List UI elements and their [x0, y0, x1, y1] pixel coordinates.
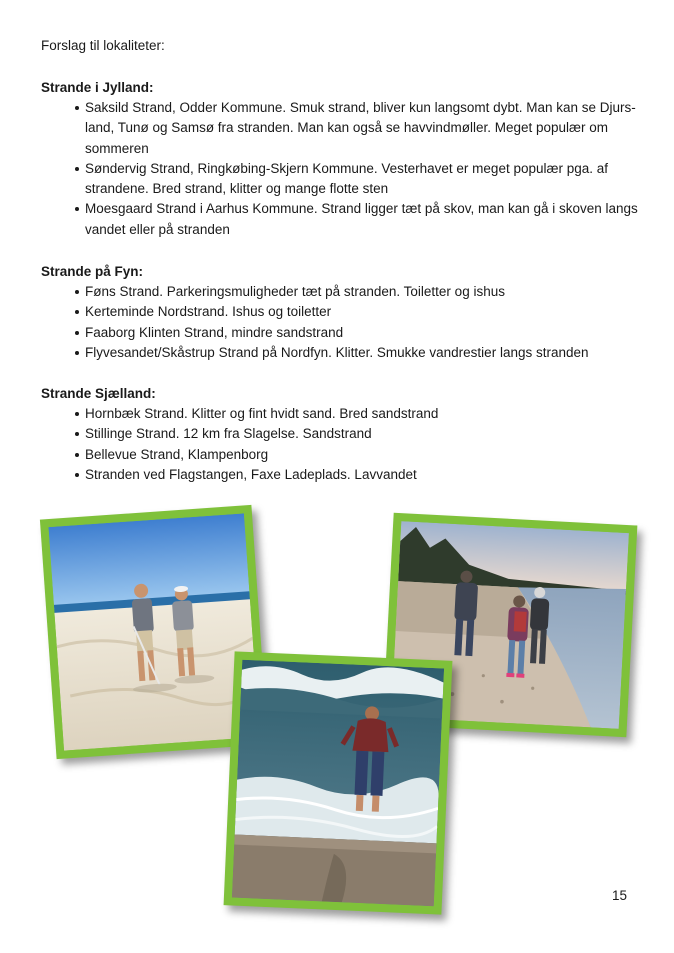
- list-item: Bellevue Strand, Klampenborg: [58, 445, 638, 465]
- list-item: Flyvesandet/Skåstrup Strand på Nordfyn. Klitter. Smukke vandrestier langs stranden: [58, 343, 638, 363]
- wading-image: [232, 660, 444, 907]
- page-number: 15: [612, 888, 628, 903]
- list-item: Kerteminde Nordstrand. Ishus og toiletter: [58, 302, 638, 322]
- list-item: Hornbæk Strand. Klitter og fint hvidt sand. Bred sandstrand: [58, 404, 638, 424]
- list-item: Moesgaard Strand i Aarhus Kommune. Strand ligger tæt på skov, man kan gå i skoven langs vandet eller på stranden: [58, 199, 638, 240]
- list-item: Føns Strand. Parkeringsmuligheder tæt på stranden. Toiletter og ishus: [58, 282, 638, 302]
- intro-text: Forslag til lokaliteter:: [41, 38, 165, 53]
- beach-list-jylland: [58, 98, 638, 240]
- section-title-fyn: Strande på Fyn:: [41, 264, 144, 279]
- beach-walkers-image: [48, 513, 259, 750]
- section-title-jylland: Strande i Jylland:: [41, 80, 154, 95]
- beach-list-fyn: [58, 282, 638, 363]
- list-item: Søndervig Strand, Ringkøbing-Skjern Kommune. Vesterhavet er meget populær pga. af strandene. Bred strand, klitter og mange flotte sten: [58, 159, 638, 200]
- list-item: Saksild Strand, Odder Kommune. Smuk strand, bliver kun langsomt dybt. Man kan se Djurs-land, Tunø og Samsø fra stranden. Man kan også se havvindmøller. Meget populær om sommeren: [58, 98, 638, 159]
- list-item: Stillinge Strand. 12 km fra Slagelse. Sandstrand: [58, 424, 638, 444]
- beach-list-sjaelland: [58, 404, 638, 485]
- section-title-sjaelland: Strande Sjælland:: [41, 386, 156, 401]
- list-item: Faaborg Klinten Strand, mindre sandstrand: [58, 323, 638, 343]
- beach-photo-wading: [224, 651, 453, 914]
- list-item: Stranden ved Flagstangen, Faxe Ladeplads. Lavvandet: [58, 465, 638, 485]
